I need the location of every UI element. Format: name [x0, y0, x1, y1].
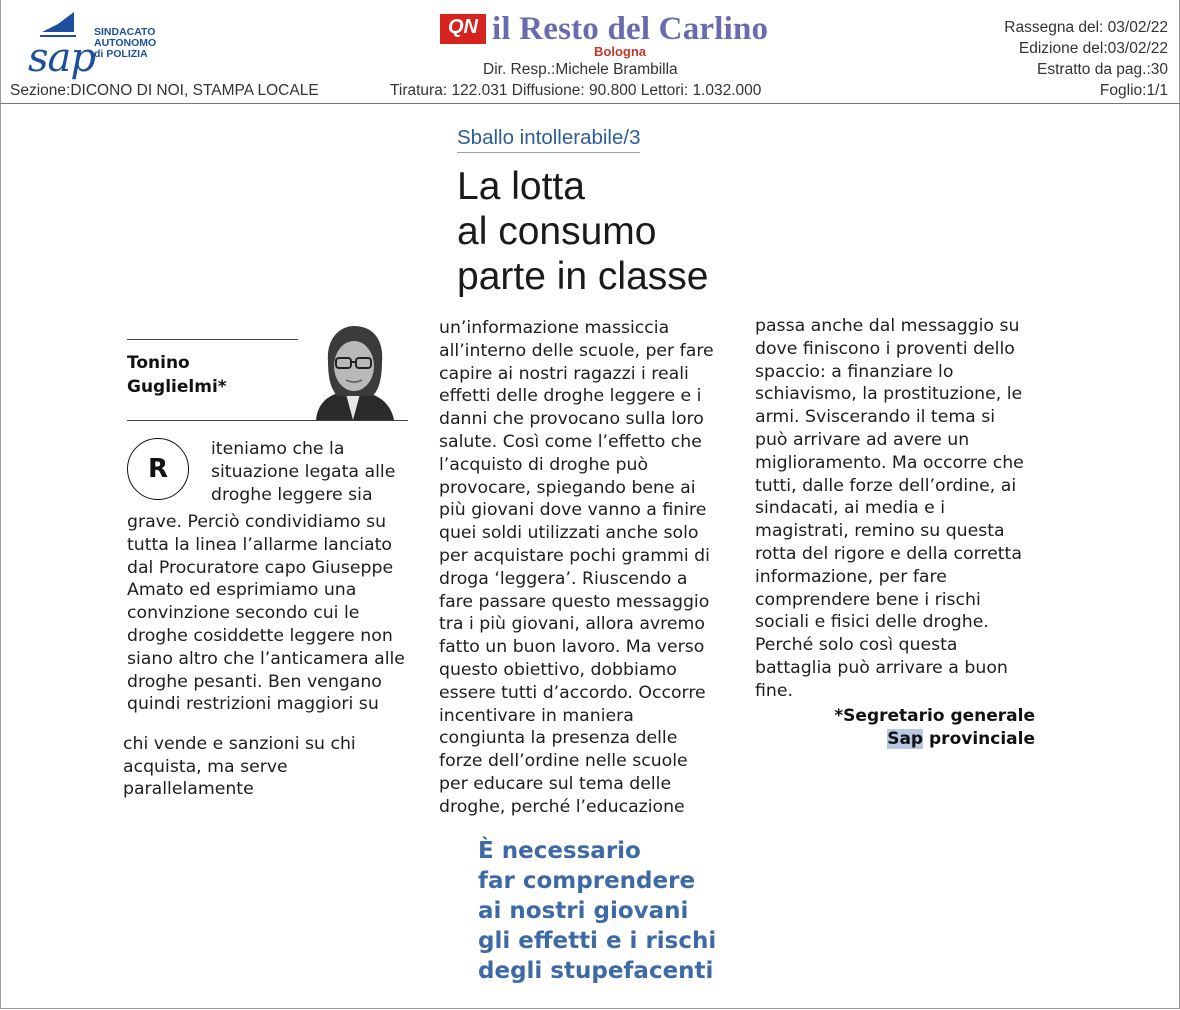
highlighted-term: Sap	[887, 729, 924, 749]
column-1-body: grave. Perciò condividiamo su tutta la linea l’allarme lanciato dal Procuratore capo Giuseppe Amato ed esprimiamo una convinzione secondo cui le droghe cosiddette leggere non siano altro che l’anticamera alle droghe pesanti. Ben vengano quindi restrizioni maggiori su	[127, 512, 405, 715]
estratto-page: Estratto da pag.:30	[1037, 61, 1168, 78]
newspaper-city: Bologna	[594, 44, 646, 59]
director-line: Dir. Resp.:Michele Brambilla	[483, 61, 678, 78]
rassegna-date: Rassegna del: 03/02/22	[1004, 19, 1168, 36]
sap-logo-text: SINDACATO AUTONOMO di POLIZIA	[94, 26, 157, 60]
newspaper-logo	[440, 10, 769, 62]
column-1-tail: chi vende e sanzioni su chi acquista, ma serve parallelamente	[123, 734, 356, 799]
newspaper-name: il Resto del Carlino	[492, 11, 769, 47]
section-label: Sezione:DICONO DI NOI, STAMPA LOCALE	[10, 82, 319, 99]
circulation-stats: Tiratura: 122.031 Diffusione: 90.800 Lettori: 1.032.000	[390, 82, 762, 99]
column-3-body: passa anche dal messaggio su dove finiscono i proventi dello spaccio: a finanziare lo schiavismo, la prostituzione, le armi. Sviscerando il tema si può arrivare ad avere un miglioramento. Ma occorre che tutti, dalle forze dell’ordine, ai sindacati, ai media e i magistrati, remino su questa rotta del rigore e della corretta informazione, per fare comprendere bene i rischi sociali e fisici delle droghe. Perché solo così questa battaglia può arrivare a buon fine.	[755, 316, 1024, 701]
qn-badge: QN	[440, 14, 486, 44]
sap-logo	[28, 10, 158, 81]
column-2-body: un’informazione massiccia all’interno delle scuole, per fare capire ai nostri ragazzi i reali effetti delle droghe leggere e i danni che provocano sulla loro salute. Così come l’effetto che l’acquisto di droghe può provocare, spiegando bene ai più giovani dove vanno a finire quei soldi utilizzati anche solo per acquistare pochi grammi di droga ‘leggera’. Riuscendo a fare passare questo messaggio tra i più giovani, allora avremo fatto un buon lavoro. Ma verso questo obiettivo, dobbiamo essere tutti d’accordo. Occorre incentivare in maniera congiunta la presenza delle forze dell’ordine nelle scuole per educare sul tema delle droghe, perché l’educazione	[439, 318, 714, 817]
header-divider	[0, 103, 1180, 104]
article-headline: La lotta al consumo parte in classe	[457, 165, 709, 298]
foglio-count: Foglio:1/1	[1099, 82, 1168, 99]
author-portrait	[298, 322, 408, 420]
pull-quote: È necessario far comprendere ai nostri giovani gli effetti e i rischi degli stupefacenti	[478, 838, 717, 984]
column-1-intro: iteniamo che la situazione legata alle droghe leggere sia	[211, 439, 396, 505]
edizione-date: Edizione del:03/02/22	[1018, 40, 1168, 57]
author-signoff: *Segretario generale Sap provinciale	[834, 706, 1035, 749]
dropcap-letter: R	[127, 438, 189, 500]
author-name: Tonino Guglielmi*	[127, 353, 227, 397]
sap-logo-word: sap	[28, 35, 95, 81]
author-byline	[127, 339, 408, 421]
article-kicker: Sballo intollerabile/3	[457, 126, 640, 153]
